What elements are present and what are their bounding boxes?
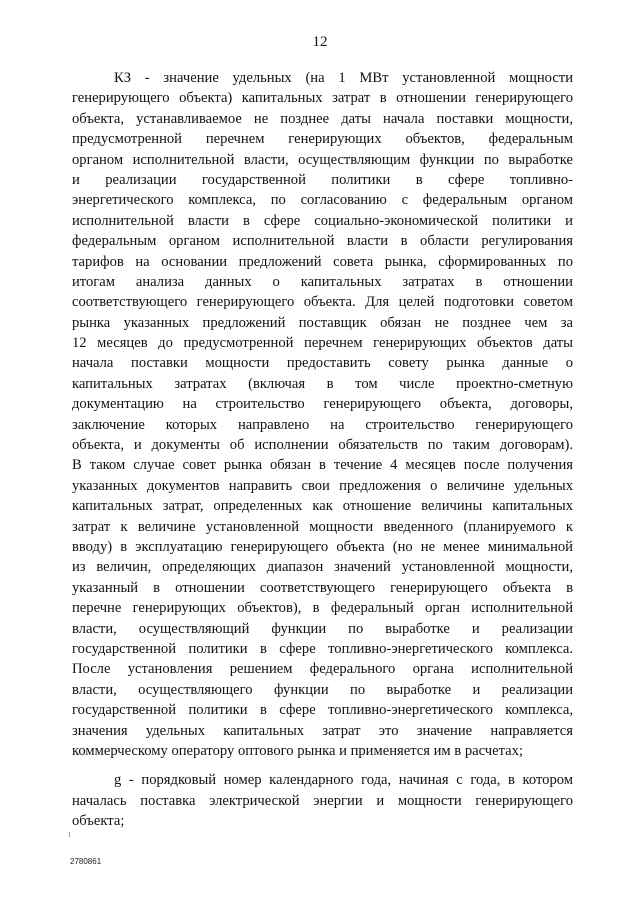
text-line: указанный в отношении соответствующего генерирующего объекта в <box>72 579 573 596</box>
text-line: предусмотренной перечнем генерирующих объектов, федеральным <box>72 131 573 148</box>
text-line: соответствующего генерирующего объекта. Для целей подготовки советом <box>72 294 573 311</box>
text-line: исполнительной власти в сфере социально-экономической политики и <box>72 212 573 229</box>
text-line: из величин, определяющих диапазон значений установленной мощности, <box>72 559 573 576</box>
text-line: энергетического комплекса, по согласованию с федеральным органом <box>72 192 573 209</box>
paragraph-kz-definition <box>72 68 573 761</box>
text-line: документацию на строительство генерирующего объекта, договоры, <box>72 396 573 413</box>
text-line: затрат к величине установленной мощности введенного (планируемого к <box>72 518 573 535</box>
text-line: указанных документов направить свои предложения о величине удельных <box>72 477 573 494</box>
text-line: перечне генерирующих объектов), в федеральный орган исполнительной <box>72 600 573 617</box>
text-line: капитальных затрат, определенных как отношение величины капитальных <box>72 498 573 515</box>
text-line: После установления решением федерального органа исполнительной <box>72 661 573 678</box>
text-line: генерирующего объекта) капитальных затрат в отношении генерирующего <box>72 90 573 107</box>
text-line: объекта, устанавливаемое не позднее даты начала поставки мощности, <box>72 110 573 127</box>
page-number: 12 <box>312 34 328 50</box>
text-line: g - порядковый номер календарного года, начиная с года, в котором <box>114 772 573 789</box>
text-line: В таком случае совет рынка обязан в течение 4 месяцев после получения <box>72 457 573 474</box>
text-line: органом исполнительной власти, осуществляющим функции по выработке <box>72 151 573 168</box>
text-line: началась поставка электрической энергии и мощности генерирующего <box>72 792 573 809</box>
text-line: и реализации государственной политики в сфере топливно- <box>72 171 573 188</box>
text-line: 12 месяцев до предусмотренной перечнем генерирующих объектов даты <box>72 335 573 352</box>
text-line: КЗ - значение удельных (на 1 МВт установленной мощности <box>114 70 573 86</box>
margin-mark <box>69 832 70 837</box>
text-line: государственной политики в сфере топливно-энергетического комплекса. <box>72 640 573 657</box>
text-line: начала поставки мощности предоставить совету рынка данные о <box>72 355 573 372</box>
text-line: объекта; <box>72 813 125 830</box>
paragraph-g-definition <box>72 770 573 831</box>
text-line: значения удельных капитальных затрат это значение направляется <box>72 722 573 739</box>
text-line: рынка указанных предложений поставщик обязан не позднее чем за <box>72 314 573 331</box>
text-line: коммерческому оператору оптового рынка и применяется им в расчетах; <box>72 742 523 759</box>
text-line: итогам анализа данных о капитальных затратах в отношении <box>72 273 573 290</box>
text-line: федеральным органом исполнительной власти в области регулирования <box>72 233 573 250</box>
document-code: 2780861 <box>70 857 102 866</box>
text-line: власти, осуществляющего функции по выработке и реализации <box>72 681 573 698</box>
text-line: вводу) в эксплуатацию генерирующего объекта (но не менее минимальной <box>72 538 573 555</box>
text-line: тарифов на основании предложений совета рынка, сформированных по <box>72 253 573 270</box>
document-body <box>72 68 573 831</box>
text-line: государственной политики в сфере топливно-энергетического комплекса, <box>72 702 573 719</box>
text-line: власти, осуществляющий функции по выработке и реализации <box>72 620 573 637</box>
text-line: капитальных затратах (включая в том числе проектно-сметную <box>72 375 573 392</box>
text-line: заключение которых направлено на строительство генерирующего <box>72 416 573 433</box>
text-line: объекта, и документы об исполнении обязательств по таким договорам). <box>72 437 573 454</box>
